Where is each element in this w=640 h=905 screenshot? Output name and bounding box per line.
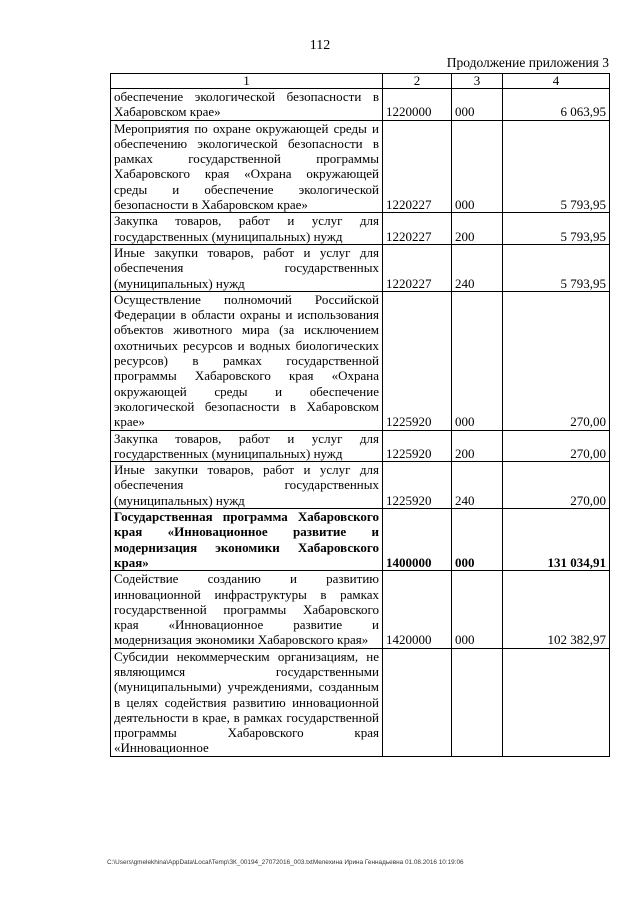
column-header-2: 2 — [383, 74, 452, 89]
row-amount: 102 382,97 — [503, 571, 610, 648]
row-name: Закупка товаров, работ и услуг для государственных (муниципальных) нужд — [111, 213, 383, 245]
row-code: 1220227 — [383, 244, 452, 291]
footer-file-path: C:\Users\gmelekhina\AppData\Local\Temp\ЗК_00194_27072016_003.txtМелехина Ирина Геннадьевна 01.08.2016 10:19:06 — [107, 859, 464, 866]
table-row — [111, 648, 610, 756]
continuation-label: Продолжение приложения 3 — [446, 55, 609, 70]
row-name: Мероприятия по охране окружающей среды и обеспечению экологической безопасности в рамках государственной программы Хабаровского края «Охрана окружающей среды и обеспечение экологической безопасности в Хабаровском крае» — [111, 120, 383, 213]
row-code: 1225920 — [383, 291, 452, 430]
row-type: 200 — [452, 430, 503, 462]
row-code: 1420000 — [383, 571, 452, 648]
table-row — [111, 244, 610, 291]
table-row — [111, 291, 610, 430]
row-type: 240 — [452, 244, 503, 291]
column-header-4: 4 — [503, 74, 610, 89]
table-row — [111, 509, 610, 571]
row-amount: 5 793,95 — [503, 244, 610, 291]
row-name: Субсидии некоммерческим организациям, не являющимся государственными (муниципальными) учреждениями, созданным в целях содействия развитию инновационной деятельности в крае, в рамках государственной программы Хабаровского края «Инновационное — [111, 648, 383, 756]
row-amount: 6 063,95 — [503, 89, 610, 121]
table-row — [111, 430, 610, 462]
table-row — [111, 213, 610, 245]
table-row — [111, 462, 610, 509]
column-header-3: 3 — [452, 74, 503, 89]
row-amount: 131 034,91 — [503, 509, 610, 571]
row-amount: 270,00 — [503, 291, 610, 430]
row-type — [452, 648, 503, 756]
row-code: 1225920 — [383, 462, 452, 509]
row-type: 200 — [452, 213, 503, 245]
row-name: обеспечение экологической безопасности в Хабаровском крае» — [111, 89, 383, 121]
budget-table — [110, 73, 610, 757]
row-name: Содействие созданию и развитию инновационной инфраструктуры в рамках государственной программы Хабаровского края «Инновационное развитие и модернизация экономики Хабаровского края» — [111, 571, 383, 648]
row-code: 1220227 — [383, 213, 452, 245]
row-type: 240 — [452, 462, 503, 509]
row-type: 000 — [452, 89, 503, 121]
row-amount: 270,00 — [503, 462, 610, 509]
table-row — [111, 89, 610, 121]
row-amount: 5 793,95 — [503, 120, 610, 213]
row-type: 000 — [452, 509, 503, 571]
row-code: 1220227 — [383, 120, 452, 213]
row-type: 000 — [452, 291, 503, 430]
row-code: 1400000 — [383, 509, 452, 571]
row-name: Иные закупки товаров, работ и услуг для обеспечения государственных (муниципальных) нужд — [111, 462, 383, 509]
row-code: 1220000 — [383, 89, 452, 121]
row-amount: 5 793,95 — [503, 213, 610, 245]
column-header-1: 1 — [111, 74, 383, 89]
row-code — [383, 648, 452, 756]
row-name: Закупка товаров, работ и услуг для государственных (муниципальных) нужд — [111, 430, 383, 462]
row-name: Государственная программа Хабаровского края «Инновационное развитие и модернизация экономики Хабаровского края» — [111, 509, 383, 571]
row-amount — [503, 648, 610, 756]
table-row — [111, 120, 610, 213]
row-name: Иные закупки товаров, работ и услуг для обеспечения государственных (муниципальных) нужд — [111, 244, 383, 291]
page-number: 112 — [309, 38, 331, 53]
row-type: 000 — [452, 571, 503, 648]
row-amount: 270,00 — [503, 430, 610, 462]
row-code: 1225920 — [383, 430, 452, 462]
row-type: 000 — [452, 120, 503, 213]
table-header-row — [111, 74, 610, 89]
row-name: Осуществление полномочий Российской Федерации в области охраны и использования объектов животного мира (за исключением охотничьих ресурсов и водных биологических ресурсов) в рамках государственной программы Хабаровского края «Охрана окружающей среды и обеспечение экологической безопасности в Хабаровском крае» — [111, 291, 383, 430]
table-row — [111, 571, 610, 648]
